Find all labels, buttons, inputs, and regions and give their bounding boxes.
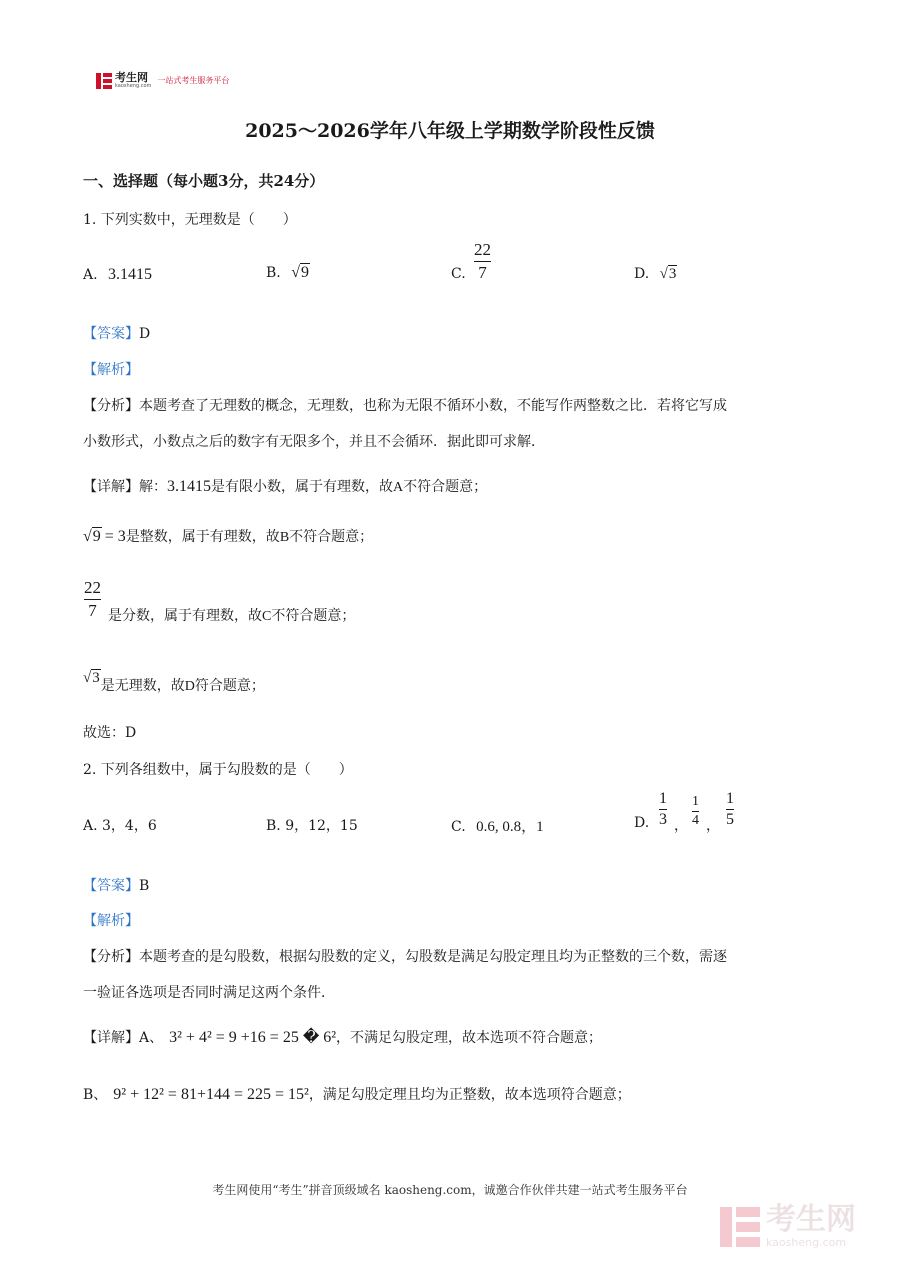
- q2-d-numerator-1: 1: [659, 790, 667, 807]
- q1-option-b-sqrt: √9: [291, 264, 309, 281]
- q1-detail-line-c: [108, 605, 355, 625]
- q1-option-c-numerator: 22: [474, 240, 491, 259]
- q2-detail-prefix: 【详解】A、: [83, 1030, 164, 1046]
- q2-detail-b-math: 9² + 12² = 81+144 = 225 = 15²: [113, 1086, 309, 1103]
- q1-detail-line-a: [83, 476, 487, 496]
- q1-detail-b-radicand: 9: [92, 528, 101, 545]
- q1-detail-a-letter: A: [393, 480, 404, 495]
- q1-answer: [83, 323, 150, 343]
- q1-option-b: [266, 264, 310, 282]
- q2-option-d-fraction-3: [726, 790, 734, 830]
- watermark-icon: [720, 1207, 760, 1247]
- q2-d-numerator-3: 1: [726, 790, 734, 807]
- q1-answer-value: D: [139, 326, 151, 342]
- q1-detail-b-text: 是整数，属于有理数，故: [125, 529, 280, 545]
- q1-detail-d-radicand: 3: [92, 670, 100, 686]
- logo-domain: kaosheng.com: [115, 83, 152, 89]
- q1-analysis-line-2: 小数形式，小数点之后的数字有无限多个，并且不会循环．据此即可求解．: [83, 434, 545, 450]
- q2-option-a: A. 3，4，6: [83, 818, 157, 834]
- q2-answer-value: B: [139, 878, 150, 894]
- q1-option-c-label: C.: [451, 266, 466, 282]
- page-footer: 考生网使用“考生”拼音顶级域名 kaosheng.com，诚邀合作伙伴共建一站式考生服务平台: [212, 1183, 688, 1197]
- q2-analysis-line-1: 【分析】本题考查的是勾股数，根据勾股数的定义，勾股数是满足勾股定理且均为正整数的三个数，需逐: [83, 949, 727, 965]
- watermark-name: 考生网: [766, 1202, 856, 1237]
- q1-detail-b-letter: B: [279, 530, 290, 545]
- q2-option-c: [451, 815, 544, 836]
- q1-detail-c-numerator: 22: [84, 578, 101, 597]
- q2-detail-b-prefix: B、: [83, 1087, 108, 1103]
- q1-detail-b-equation: = 3: [104, 528, 126, 545]
- q1-detail-prefix: 【详解】解：: [83, 479, 167, 495]
- q2-option-d-fraction-1: [659, 790, 667, 830]
- q1-detail-d-end: 符合题意；: [194, 678, 265, 694]
- q2-detail-a-text: ，不满足勾股定理，故本选项不符合题意；: [336, 1030, 603, 1046]
- q1-option-c-fraction: [474, 240, 491, 282]
- q1-detail-c-fraction: [84, 578, 101, 620]
- q2-d-denominator-3: 5: [726, 811, 734, 829]
- logo-slogan: 一站式考生服务平台: [157, 76, 230, 85]
- q1-option-c-denominator: 7: [478, 262, 487, 282]
- q1-detail-a-text: 是有限小数，属于有理数，故: [211, 479, 393, 495]
- logo-name: 考生网: [115, 71, 148, 84]
- q1-option-d-label: D.: [634, 266, 650, 282]
- q1-detail-c-text: 是分数，属于有理数，故: [108, 608, 262, 624]
- q1-detail-line-d: [83, 667, 265, 694]
- q2-d-denominator-1: 3: [659, 811, 667, 829]
- q1-detail-d-letter: D: [184, 679, 195, 694]
- logo-icon: [96, 73, 112, 89]
- q1-detail-line-b: [83, 526, 373, 546]
- q1-analysis-line-1: 【分析】本题考查了无理数的概念，无理数，也称为无限不循环小数，不能写作两整数之比．若将它写成: [83, 398, 727, 414]
- header-logo: [96, 72, 229, 89]
- q1-detail-c-denominator: 7: [88, 600, 97, 620]
- q1-stem: 1. 下列实数中，无理数是（ ）: [83, 212, 297, 228]
- watermark-domain: kaosheng.com: [766, 1236, 847, 1249]
- q1-detail-c-end: 不符合题意；: [271, 608, 356, 624]
- q1-option-d: [634, 266, 677, 283]
- q1-detail-b-end: 不符合题意；: [289, 529, 374, 545]
- q2-detail-line-b: [83, 1084, 631, 1104]
- q1-conclusion: 故选：D: [83, 725, 137, 741]
- q2-analysis-line-2: 一验证各选项是否同时满足这两个条件．: [83, 985, 335, 1001]
- q2-option-c-label: C.: [451, 819, 466, 835]
- q1-detail-a-value: 3.1415: [167, 478, 211, 495]
- page-title: 2025～2026学年八年级上学期数学阶段性反馈: [245, 120, 655, 142]
- q2-stem: 2. 下列各组数中，属于勾股数的是（ ）: [83, 762, 353, 778]
- q2-detail-a-math: 3² + 4² = 9 +16 = 25 � 6²: [169, 1029, 337, 1046]
- q1-option-d-sqrt: √3: [659, 266, 677, 282]
- q1-option-b-radicand: 9: [300, 264, 309, 281]
- q2-analysis-tag: 【解析】: [83, 913, 139, 929]
- q2-d-denominator-2: 4: [692, 813, 699, 829]
- q1-analysis-tag: 【解析】: [83, 362, 139, 378]
- q1-detail-d-text: 是无理数，故: [100, 678, 185, 694]
- q1-option-a-value: 3.1415: [108, 266, 153, 283]
- q1-option-d-radicand: 3: [668, 266, 677, 282]
- q2-d-separator-1: ，: [674, 818, 688, 834]
- q2-detail-line-a: [83, 1027, 602, 1047]
- q1-option-b-label: B.: [266, 265, 281, 281]
- q1-detail-d-sqrt: √3: [83, 670, 100, 686]
- q2-answer: [83, 875, 149, 895]
- q2-option-d-label: D.: [634, 815, 650, 831]
- q2-option-b: B. 9，12，15: [266, 818, 358, 834]
- q1-detail-a-end: 不符合题意；: [403, 479, 488, 495]
- q1-detail-b-sqrt: √9: [83, 528, 101, 545]
- q2-option-c-value: 0.6, 0.8，1: [476, 819, 544, 835]
- section-heading: 一、选择题（每小题3分，共24分）: [83, 172, 325, 190]
- q1-answer-tag: 【答案】: [83, 326, 139, 342]
- q1-option-a: [83, 266, 152, 284]
- q2-d-numerator-2: 1: [692, 794, 699, 809]
- q2-detail-b-text: ，满足勾股定理且均为正整数，故本选项符合题意；: [308, 1087, 631, 1103]
- watermark-logo: [720, 1202, 856, 1249]
- q1-detail-c-letter: C: [262, 609, 272, 624]
- q1-option-a-label: A.: [83, 267, 98, 283]
- q2-answer-tag: 【答案】: [83, 878, 139, 894]
- q2-d-separator-2: ，: [706, 818, 720, 834]
- q2-option-d-fraction-2: [692, 794, 699, 829]
